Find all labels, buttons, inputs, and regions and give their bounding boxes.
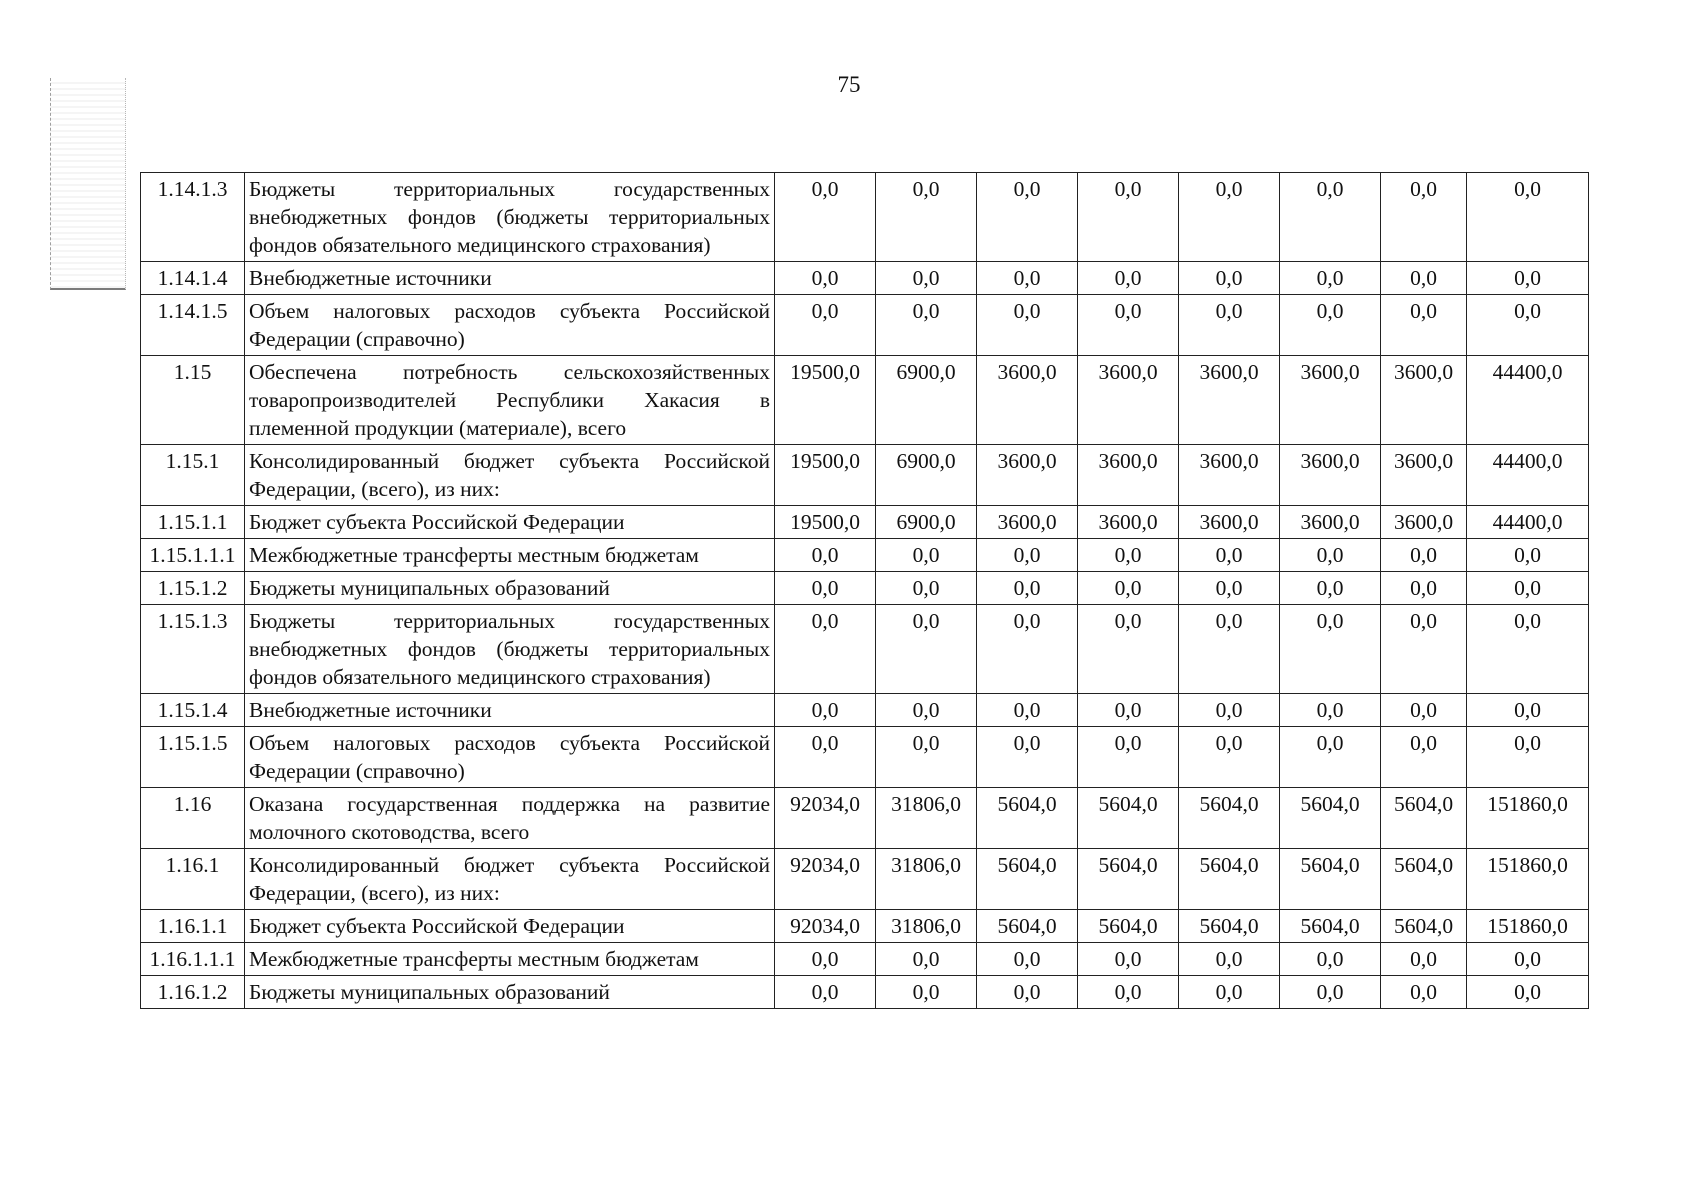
row-code: 1.16 bbox=[141, 788, 245, 849]
value-cell: 5604,0 bbox=[1078, 910, 1179, 943]
value-cell: 19500,0 bbox=[775, 445, 876, 506]
value-cell: 0,0 bbox=[1467, 943, 1589, 976]
row-code: 1.15.1 bbox=[141, 445, 245, 506]
value-cell: 0,0 bbox=[977, 262, 1078, 295]
value-cell: 0,0 bbox=[1280, 262, 1381, 295]
row-code: 1.14.1.3 bbox=[141, 173, 245, 262]
row-description: Обеспечена потребность сельскохозяйственных товаропроизводителей Республики Хакасия в племенной продукции (материале), всего bbox=[245, 356, 775, 445]
value-cell: 0,0 bbox=[1381, 943, 1467, 976]
row-code: 1.15.1.5 bbox=[141, 727, 245, 788]
row-code: 1.15.1.2 bbox=[141, 572, 245, 605]
value-cell: 0,0 bbox=[1467, 173, 1589, 262]
value-cell: 0,0 bbox=[1467, 694, 1589, 727]
value-cell: 0,0 bbox=[1078, 976, 1179, 1009]
value-cell: 44400,0 bbox=[1467, 445, 1589, 506]
value-cell: 0,0 bbox=[977, 976, 1078, 1009]
value-cell: 0,0 bbox=[1280, 943, 1381, 976]
value-cell: 3600,0 bbox=[977, 356, 1078, 445]
value-cell: 0,0 bbox=[1467, 262, 1589, 295]
value-cell: 5604,0 bbox=[1078, 788, 1179, 849]
value-cell: 0,0 bbox=[1280, 572, 1381, 605]
value-cell: 0,0 bbox=[1381, 295, 1467, 356]
value-cell: 0,0 bbox=[775, 694, 876, 727]
row-description: Бюджеты территориальных государственных внебюджетных фондов (бюджеты территориальных фондов обязательного медицинского страхования) bbox=[245, 173, 775, 262]
value-cell: 19500,0 bbox=[775, 356, 876, 445]
value-cell: 5604,0 bbox=[977, 788, 1078, 849]
value-cell: 0,0 bbox=[1078, 605, 1179, 694]
table-row bbox=[141, 943, 1589, 976]
value-cell: 0,0 bbox=[1078, 173, 1179, 262]
table-row bbox=[141, 605, 1589, 694]
budget-table bbox=[140, 172, 1589, 1009]
value-cell: 0,0 bbox=[1381, 605, 1467, 694]
row-description: Бюджет субъекта Российской Федерации bbox=[245, 506, 775, 539]
value-cell: 3600,0 bbox=[1179, 506, 1280, 539]
value-cell: 0,0 bbox=[1078, 694, 1179, 727]
row-description: Консолидированный бюджет субъекта Российской Федерации, (всего), из них: bbox=[245, 445, 775, 506]
row-code: 1.16.1.1.1 bbox=[141, 943, 245, 976]
table-row bbox=[141, 445, 1589, 506]
table-row bbox=[141, 910, 1589, 943]
table-row bbox=[141, 572, 1589, 605]
value-cell: 0,0 bbox=[1078, 262, 1179, 295]
value-cell: 3600,0 bbox=[1179, 445, 1280, 506]
value-cell: 0,0 bbox=[876, 694, 977, 727]
value-cell: 0,0 bbox=[977, 572, 1078, 605]
value-cell: 0,0 bbox=[876, 943, 977, 976]
value-cell: 0,0 bbox=[876, 572, 977, 605]
stamp-mark bbox=[50, 78, 126, 290]
value-cell: 31806,0 bbox=[876, 910, 977, 943]
value-cell: 0,0 bbox=[977, 605, 1078, 694]
row-code: 1.15.1.4 bbox=[141, 694, 245, 727]
value-cell: 19500,0 bbox=[775, 506, 876, 539]
value-cell: 5604,0 bbox=[977, 910, 1078, 943]
value-cell: 5604,0 bbox=[1280, 788, 1381, 849]
value-cell: 3600,0 bbox=[1381, 506, 1467, 539]
value-cell: 3600,0 bbox=[1280, 506, 1381, 539]
value-cell: 0,0 bbox=[1280, 694, 1381, 727]
value-cell: 0,0 bbox=[876, 539, 977, 572]
table-row bbox=[141, 173, 1589, 262]
value-cell: 0,0 bbox=[775, 976, 876, 1009]
value-cell: 5604,0 bbox=[1381, 849, 1467, 910]
value-cell: 0,0 bbox=[876, 173, 977, 262]
value-cell: 0,0 bbox=[775, 572, 876, 605]
value-cell: 5604,0 bbox=[1381, 788, 1467, 849]
value-cell: 0,0 bbox=[876, 262, 977, 295]
value-cell: 0,0 bbox=[1467, 295, 1589, 356]
value-cell: 0,0 bbox=[775, 727, 876, 788]
value-cell: 0,0 bbox=[1381, 694, 1467, 727]
value-cell: 6900,0 bbox=[876, 356, 977, 445]
value-cell: 0,0 bbox=[1280, 539, 1381, 572]
value-cell: 0,0 bbox=[1078, 295, 1179, 356]
value-cell: 151860,0 bbox=[1467, 910, 1589, 943]
value-cell: 3600,0 bbox=[977, 445, 1078, 506]
value-cell: 5604,0 bbox=[1381, 910, 1467, 943]
value-cell: 3600,0 bbox=[977, 506, 1078, 539]
row-code: 1.14.1.5 bbox=[141, 295, 245, 356]
value-cell: 0,0 bbox=[775, 295, 876, 356]
value-cell: 0,0 bbox=[876, 727, 977, 788]
value-cell: 0,0 bbox=[1467, 605, 1589, 694]
value-cell: 44400,0 bbox=[1467, 356, 1589, 445]
value-cell: 0,0 bbox=[775, 173, 876, 262]
row-description: Объем налоговых расходов субъекта Российской Федерации (справочно) bbox=[245, 727, 775, 788]
table-row bbox=[141, 727, 1589, 788]
row-description: Бюджеты муниципальных образований bbox=[245, 976, 775, 1009]
row-code: 1.15 bbox=[141, 356, 245, 445]
row-code: 1.16.1 bbox=[141, 849, 245, 910]
row-code: 1.16.1.1 bbox=[141, 910, 245, 943]
value-cell: 0,0 bbox=[1179, 173, 1280, 262]
value-cell: 3600,0 bbox=[1280, 445, 1381, 506]
value-cell: 0,0 bbox=[775, 943, 876, 976]
value-cell: 0,0 bbox=[1381, 262, 1467, 295]
value-cell: 92034,0 bbox=[775, 910, 876, 943]
value-cell: 151860,0 bbox=[1467, 788, 1589, 849]
value-cell: 5604,0 bbox=[1179, 788, 1280, 849]
row-description: Объем налоговых расходов субъекта Российской Федерации (справочно) bbox=[245, 295, 775, 356]
row-description: Внебюджетные источники bbox=[245, 694, 775, 727]
table-row bbox=[141, 295, 1589, 356]
value-cell: 0,0 bbox=[1381, 727, 1467, 788]
value-cell: 31806,0 bbox=[876, 849, 977, 910]
value-cell: 0,0 bbox=[1381, 173, 1467, 262]
value-cell: 151860,0 bbox=[1467, 849, 1589, 910]
value-cell: 5604,0 bbox=[1179, 849, 1280, 910]
row-code: 1.15.1.3 bbox=[141, 605, 245, 694]
row-description: Внебюджетные источники bbox=[245, 262, 775, 295]
value-cell: 0,0 bbox=[1179, 295, 1280, 356]
value-cell: 0,0 bbox=[1179, 943, 1280, 976]
value-cell: 0,0 bbox=[977, 173, 1078, 262]
value-cell: 31806,0 bbox=[876, 788, 977, 849]
value-cell: 0,0 bbox=[1381, 976, 1467, 1009]
value-cell: 0,0 bbox=[1179, 539, 1280, 572]
value-cell: 44400,0 bbox=[1467, 506, 1589, 539]
table-row bbox=[141, 356, 1589, 445]
row-code: 1.14.1.4 bbox=[141, 262, 245, 295]
value-cell: 0,0 bbox=[1280, 173, 1381, 262]
value-cell: 92034,0 bbox=[775, 788, 876, 849]
value-cell: 0,0 bbox=[1179, 694, 1280, 727]
value-cell: 0,0 bbox=[1280, 976, 1381, 1009]
value-cell: 0,0 bbox=[1179, 605, 1280, 694]
value-cell: 0,0 bbox=[1179, 976, 1280, 1009]
value-cell: 0,0 bbox=[1078, 943, 1179, 976]
value-cell: 0,0 bbox=[977, 295, 1078, 356]
value-cell: 0,0 bbox=[1280, 295, 1381, 356]
value-cell: 0,0 bbox=[1467, 976, 1589, 1009]
value-cell: 5604,0 bbox=[977, 849, 1078, 910]
value-cell: 5604,0 bbox=[1280, 910, 1381, 943]
value-cell: 5604,0 bbox=[1280, 849, 1381, 910]
value-cell: 3600,0 bbox=[1179, 356, 1280, 445]
value-cell: 3600,0 bbox=[1078, 506, 1179, 539]
row-description: Бюджеты территориальных государственных внебюджетных фондов (бюджеты территориальных фондов обязательного медицинского страхования) bbox=[245, 605, 775, 694]
table-row bbox=[141, 788, 1589, 849]
value-cell: 3600,0 bbox=[1078, 445, 1179, 506]
value-cell: 0,0 bbox=[1467, 727, 1589, 788]
row-description: Оказана государственная поддержка на развитие молочного скотоводства, всего bbox=[245, 788, 775, 849]
table-row bbox=[141, 849, 1589, 910]
row-description: Межбюджетные трансферты местным бюджетам bbox=[245, 943, 775, 976]
row-code: 1.16.1.2 bbox=[141, 976, 245, 1009]
value-cell: 0,0 bbox=[775, 605, 876, 694]
table-row bbox=[141, 262, 1589, 295]
value-cell: 0,0 bbox=[775, 539, 876, 572]
value-cell: 0,0 bbox=[1179, 572, 1280, 605]
value-cell: 0,0 bbox=[1381, 572, 1467, 605]
value-cell: 92034,0 bbox=[775, 849, 876, 910]
value-cell: 0,0 bbox=[775, 262, 876, 295]
value-cell: 0,0 bbox=[977, 694, 1078, 727]
value-cell: 0,0 bbox=[1078, 539, 1179, 572]
table-row bbox=[141, 506, 1589, 539]
value-cell: 0,0 bbox=[1467, 539, 1589, 572]
value-cell: 0,0 bbox=[977, 727, 1078, 788]
row-code: 1.15.1.1.1 bbox=[141, 539, 245, 572]
row-description: Бюджеты муниципальных образований bbox=[245, 572, 775, 605]
value-cell: 0,0 bbox=[977, 943, 1078, 976]
row-description: Бюджет субъекта Российской Федерации bbox=[245, 910, 775, 943]
value-cell: 0,0 bbox=[876, 605, 977, 694]
value-cell: 0,0 bbox=[876, 976, 977, 1009]
row-description: Межбюджетные трансферты местным бюджетам bbox=[245, 539, 775, 572]
value-cell: 0,0 bbox=[876, 295, 977, 356]
value-cell: 0,0 bbox=[1078, 727, 1179, 788]
value-cell: 0,0 bbox=[1381, 539, 1467, 572]
value-cell: 6900,0 bbox=[876, 445, 977, 506]
row-description: Консолидированный бюджет субъекта Российской Федерации, (всего), из них: bbox=[245, 849, 775, 910]
table-row bbox=[141, 976, 1589, 1009]
value-cell: 3600,0 bbox=[1078, 356, 1179, 445]
value-cell: 0,0 bbox=[1179, 727, 1280, 788]
value-cell: 0,0 bbox=[1280, 727, 1381, 788]
value-cell: 3600,0 bbox=[1381, 356, 1467, 445]
row-code: 1.15.1.1 bbox=[141, 506, 245, 539]
table-body bbox=[141, 173, 1589, 1009]
value-cell: 0,0 bbox=[1078, 572, 1179, 605]
page-number: 75 bbox=[837, 72, 861, 97]
value-cell: 3600,0 bbox=[1280, 356, 1381, 445]
value-cell: 0,0 bbox=[1467, 572, 1589, 605]
table-row bbox=[141, 694, 1589, 727]
value-cell: 0,0 bbox=[1179, 262, 1280, 295]
value-cell: 6900,0 bbox=[876, 506, 977, 539]
value-cell: 5604,0 bbox=[1078, 849, 1179, 910]
value-cell: 3600,0 bbox=[1381, 445, 1467, 506]
value-cell: 0,0 bbox=[1280, 605, 1381, 694]
value-cell: 0,0 bbox=[977, 539, 1078, 572]
value-cell: 5604,0 bbox=[1179, 910, 1280, 943]
table-row bbox=[141, 539, 1589, 572]
